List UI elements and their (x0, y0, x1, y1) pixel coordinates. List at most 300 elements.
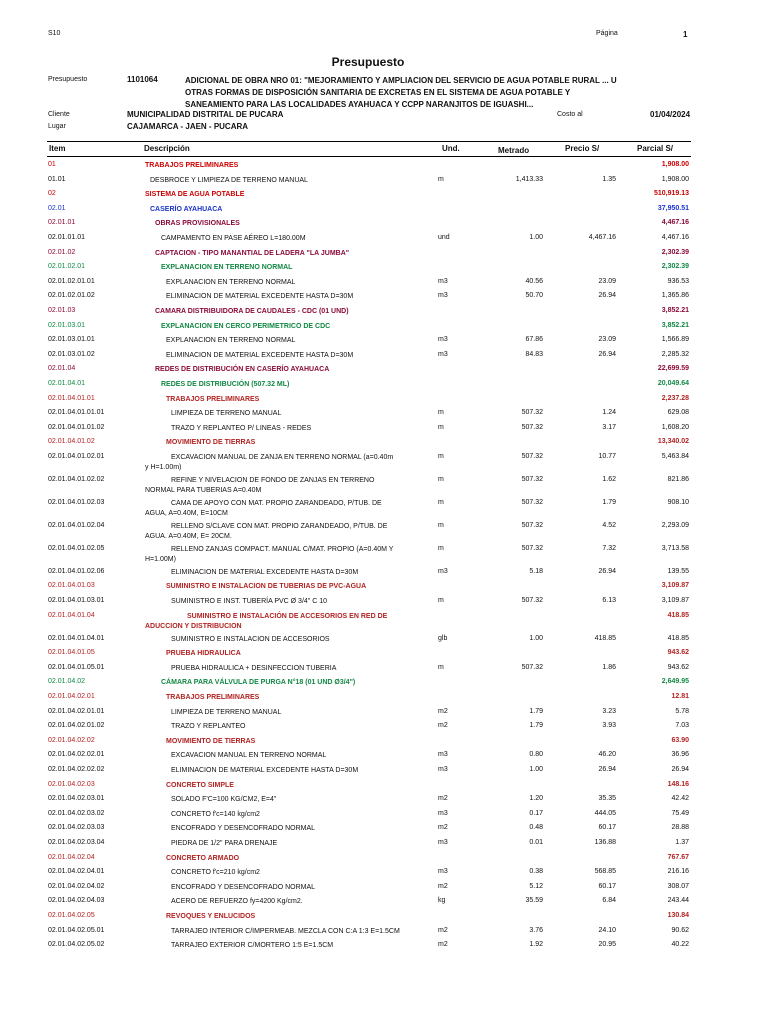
metrado-value: 1.00 (529, 233, 543, 241)
parcial-value: 75.49 (671, 809, 689, 817)
lugar-value: CAJAMARCA - JAEN - PUCARA (127, 122, 249, 131)
item-code: 02.01.04.01.01.02 (48, 423, 105, 431)
metrado-value: 5.12 (529, 882, 543, 890)
precio-value: 26.94 (598, 350, 616, 358)
item-code: 02.01.04.01.02.01 (48, 452, 105, 460)
unit: m2 (438, 882, 448, 890)
item-description: CÁMARA PARA VÁLVULA DE PURGA N°18 (01 UND Ø3/4") (161, 679, 356, 687)
parcial-value: 22,699.59 (657, 365, 689, 373)
parcial-value: 5.78 (675, 707, 689, 715)
parcial-value: 2,649.95 (661, 678, 689, 686)
column-und: Und. (442, 144, 460, 153)
metrado-value: 84.83 (525, 350, 543, 358)
costo-date: 01/04/2024 (650, 110, 691, 119)
table-row (0, 567, 768, 582)
precio-value: 444.05 (594, 809, 616, 817)
parcial-value: 418.85 (667, 634, 689, 642)
item-description: TARRAJEO EXTERIOR C/MORTERO 1:5 E=1.5CM (171, 942, 334, 950)
precio-value: 24.10 (598, 926, 616, 934)
item-description: SUMINISTRO E INSTALACIÓN DE ACCESORIOS EN RED DE ADUCCION Y DISTRIBUCION (145, 612, 388, 630)
metrado-value: 507.32 (521, 498, 543, 506)
item-code: 02.01.04.02.01.02 (48, 722, 105, 730)
item-description: EXCAVACION MANUAL EN TERRENO NORMAL (171, 752, 327, 760)
table-row (0, 596, 768, 611)
metrado-value: 507.32 (521, 663, 543, 671)
item-description: EXCAVACION MANUAL DE ZANJA EN TERRENO NORMAL (a=0.40m y H=1.00m) (145, 453, 394, 471)
item-code: 02.01.04.01.02.04 (48, 521, 105, 529)
item-code: 02.01.02.01.01 (48, 277, 95, 285)
unit: m3 (438, 350, 448, 358)
parcial-value: 3,713.58 (661, 544, 689, 552)
item-code: 02.01.04.02.02.02 (48, 766, 105, 773)
item-description: REDES DE DISTRIBUCIÓN (507.32 ML) (161, 380, 290, 388)
item-description: PIEDRA DE 1/2" PARA DRENAJE (171, 839, 278, 847)
parcial-value: 2,285.32 (661, 350, 689, 358)
item-code: 02.01.04.02.02 (48, 736, 95, 744)
precio-value: 1.35 (602, 175, 616, 183)
group-row (0, 780, 768, 795)
item-code: 02 (48, 190, 56, 198)
precio-value: 6.13 (602, 597, 616, 605)
unit: m (438, 475, 444, 483)
item-code: 02.01.04.01.05.01 (48, 663, 105, 671)
group-row (0, 437, 768, 452)
table-row (0, 926, 768, 941)
table-row (0, 175, 768, 190)
precio-value: 10.77 (598, 452, 616, 460)
metrado-value: 0.80 (529, 751, 543, 759)
item-description: TRAZO Y REPLANTEO P/ LINEAS - REDES (171, 424, 312, 432)
item-code: 02.01.04.02.02.01 (48, 751, 105, 759)
unit: m2 (438, 941, 448, 949)
precio-value: 6.84 (602, 897, 616, 905)
item-description: ACERO DE REFUERZO fy=4200 Kg/cm2. (171, 898, 303, 906)
parcial-value: 42.42 (671, 795, 689, 803)
unit: m (438, 544, 444, 552)
metrado-value: 507.32 (521, 544, 543, 552)
group-row (0, 379, 768, 394)
budget-table (0, 160, 768, 955)
item-description: ENCOFRADO Y DESENCOFRADO NORMAL (171, 883, 316, 891)
metrado-value: 0.01 (529, 838, 543, 846)
parcial-value: 3,852.21 (661, 306, 689, 314)
precio-value: 1.86 (602, 663, 616, 671)
metrado-value: 5.18 (529, 567, 543, 575)
metrado-value: 1,413.33 (515, 175, 543, 183)
item-code: 02.01.04.01.03.01 (48, 597, 105, 605)
table-row (0, 940, 768, 955)
unit: m3 (438, 277, 448, 285)
unit: m (438, 452, 444, 460)
group-row (0, 394, 768, 409)
parcial-value: 90.62 (671, 926, 689, 934)
table-row (0, 823, 768, 838)
parcial-value: 3,109.87 (661, 597, 689, 605)
precio-value: 26.94 (598, 292, 616, 300)
parcial-value: 148.16 (667, 780, 689, 788)
precio-value: 568.85 (594, 868, 616, 876)
item-description: SUMINISTRO E INSTALACION DE ACCESORIOS (171, 635, 330, 643)
metrado-value: 3.76 (529, 926, 543, 934)
table-row (0, 707, 768, 722)
item-description: DESBROCE Y LIMPIEZA DE TERRENO MANUAL (150, 176, 308, 184)
item-code: 02.01.04.01.02.05 (48, 544, 105, 552)
item-description: MOVIMIENTO DE TIERRAS (166, 439, 256, 447)
parcial-value: 1.37 (675, 838, 689, 846)
unit: glb (438, 634, 448, 642)
report-code: S10 (48, 30, 61, 37)
item-code: 01 (48, 161, 56, 168)
metrado-value: 507.32 (521, 423, 543, 431)
group-row (0, 160, 768, 175)
item-code: 02.01.04.01.04.01 (48, 634, 105, 642)
item-code: 02.01.04.02.04.02 (48, 882, 105, 890)
item-description: LIMPIEZA DE TERRENO MANUAL (171, 410, 282, 418)
parcial-value: 216.16 (667, 868, 689, 876)
parcial-value: 2,302.39 (661, 248, 689, 256)
page-title: Presupuesto (331, 55, 405, 69)
table-row (0, 277, 768, 292)
table-row (0, 335, 768, 350)
table-row (0, 896, 768, 911)
item-description: ELIMINACION DE MATERIAL EXCEDENTE HASTA D=30M (171, 568, 359, 576)
precio-value: 1.24 (602, 409, 616, 417)
precio-value: 3.17 (602, 423, 616, 431)
parcial-value: 12.81 (671, 693, 689, 701)
item-code: 02.01 (48, 204, 66, 212)
parcial-value: 3,109.87 (661, 582, 689, 590)
item-code: 02.01.01 (48, 219, 76, 227)
item-code: 02.01.04.02.04.03 (48, 897, 105, 905)
precio-value: 1.62 (602, 475, 616, 483)
table-row (0, 233, 768, 248)
item-description: TARRAJEO INTERIOR C/IMPERMEAB. MEZCLA CON C:A 1:3 E=1.5CM (171, 927, 400, 935)
parcial-value: 821.86 (667, 475, 689, 483)
metrado-value: 1.00 (529, 766, 543, 773)
item-description: CONCRETO SIMPLE (166, 781, 234, 789)
item-description: EXPLANACION EN TERRENO NORMAL (166, 278, 296, 286)
group-row (0, 218, 768, 233)
item-code: 02.01.04.02.04 (48, 853, 95, 861)
metrado-value: 67.86 (525, 336, 543, 344)
costo-label: Costo al (557, 111, 583, 118)
item-code: 02.01.01.01 (48, 233, 85, 241)
parcial-value: 629.08 (667, 409, 689, 417)
metrado-value: 507.32 (521, 521, 543, 529)
table-row (0, 408, 768, 423)
precio-value: 418.85 (594, 634, 616, 642)
table-row (0, 498, 768, 521)
item-code: 02.01.04.01.03 (48, 582, 95, 590)
parcial-value: 139.55 (667, 567, 689, 575)
item-code: 02.01.04.01.02.06 (48, 567, 105, 575)
item-code: 02.01.04.01.04 (48, 611, 95, 619)
unit: m (438, 498, 444, 506)
group-row (0, 911, 768, 926)
item-description: EXPLANACION EN TERRENO NORMAL (161, 264, 293, 272)
item-code: 02.01.02.01.02 (48, 292, 95, 300)
presupuesto-code: 1101064 (127, 75, 158, 84)
unit: m (438, 409, 444, 417)
group-row (0, 248, 768, 263)
parcial-value: 28.88 (671, 824, 689, 832)
item-code: 02.01.04.02.03.01 (48, 795, 105, 803)
unit: m (438, 663, 444, 671)
parcial-value: 1,908.00 (661, 175, 689, 183)
column-parcial: Parcial S/ (637, 144, 674, 153)
item-description: TRABAJOS PRELIMINARES (145, 162, 239, 169)
item-description: SOLADO F'C=100 KG/CM2, E=4" (171, 796, 277, 804)
item-code: 02.01.04.02.03.03 (48, 824, 105, 832)
item-description: SUMINISTRO E INST. TUBERÍA PVC Ø 3/4" C 10 (171, 598, 328, 606)
unit: m2 (438, 707, 448, 715)
item-code: 02.01.04.01.01 (48, 394, 95, 402)
group-row (0, 262, 768, 277)
item-description: RELLENO ZANJAS COMPACT. MANUAL C/MAT. PROPIO (A=0.40M Y H=1.00M) (145, 545, 394, 563)
group-row (0, 321, 768, 336)
precio-value: 60.17 (598, 882, 616, 890)
precio-value: 136.88 (594, 838, 616, 846)
parcial-value: 908.10 (667, 498, 689, 506)
page-number: 1 (683, 30, 688, 39)
item-code: 02.01.04.02.04.01 (48, 868, 105, 876)
parcial-value: 7.03 (675, 722, 689, 730)
item-description: ELIMINACION DE MATERIAL EXCEDENTE HASTA D=30M (166, 293, 354, 301)
parcial-value: 418.85 (667, 611, 689, 619)
cliente-value: MUNICIPALIDAD DISTRITAL DE PUCARA (127, 110, 284, 119)
unit: m3 (438, 766, 448, 773)
item-description: OBRAS PROVISIONALES (155, 220, 240, 228)
parcial-value: 1,608.20 (661, 423, 689, 431)
table-row (0, 663, 768, 678)
table-row (0, 291, 768, 306)
table-row (0, 350, 768, 365)
group-row (0, 611, 768, 634)
unit: m3 (438, 751, 448, 759)
parcial-value: 767.67 (667, 853, 689, 861)
column-descripcion: Descripción (144, 144, 190, 153)
group-row (0, 853, 768, 868)
item-description: SISTEMA DE AGUA POTABLE (145, 191, 245, 199)
precio-value: 7.32 (602, 544, 616, 552)
group-row (0, 306, 768, 321)
item-description: TRABAJOS PRELIMINARES (166, 395, 260, 403)
group-row (0, 648, 768, 663)
table-row (0, 521, 768, 544)
item-description: MOVIMIENTO DE TIERRAS (166, 737, 256, 745)
table-row (0, 794, 768, 809)
table-row (0, 750, 768, 765)
parcial-value: 2,302.39 (661, 263, 689, 271)
metrado-value: 0.38 (529, 868, 543, 876)
cliente-label: Cliente (48, 111, 70, 118)
precio-value: 1.79 (602, 498, 616, 506)
parcial-value: 5,463.84 (661, 452, 689, 460)
page-label: Página (596, 30, 618, 37)
parcial-value: 943.62 (667, 649, 689, 657)
column-item: Item (49, 144, 66, 153)
unit: m2 (438, 795, 448, 803)
metrado-value: 0.17 (529, 809, 543, 817)
unit: m3 (438, 567, 448, 575)
metrado-value: 507.32 (521, 409, 543, 417)
item-code: 02.01.04.02.03 (48, 780, 95, 788)
table-row (0, 765, 768, 780)
item-description: SUMINISTRO E INSTALACION DE TUBERIAS DE PVC-AGUA (166, 583, 367, 591)
table-row (0, 634, 768, 649)
item-description: ENCOFRADO Y DESENCOFRADO NORMAL (171, 825, 316, 833)
item-code: 02.01.04.02.03.02 (48, 809, 105, 817)
metrado-value: 507.32 (521, 597, 543, 605)
group-row (0, 736, 768, 751)
item-description: EXPLANACION EN CERCO PERIMETRICO DE CDC (161, 322, 331, 330)
table-row (0, 882, 768, 897)
metrado-value: 507.32 (521, 475, 543, 483)
item-code: 02.01.03.01 (48, 321, 85, 329)
table-row (0, 838, 768, 853)
item-description: ELIMINACION DE MATERIAL EXCEDENTE HASTA D=30M (171, 767, 359, 774)
parcial-value: 510,919.13 (653, 190, 689, 198)
precio-value: 4.52 (602, 521, 616, 529)
item-code: 02.01.04.02 (48, 678, 85, 686)
group-row (0, 581, 768, 596)
metrado-value: 35.59 (525, 897, 543, 905)
unit: m (438, 423, 444, 431)
unit: m (438, 175, 444, 183)
item-description: CONCRETO f'c=210 kg/cm2 (171, 869, 260, 877)
item-code: 02.01.03.01.02 (48, 350, 95, 358)
parcial-value: 40.22 (671, 941, 689, 949)
table-row (0, 721, 768, 736)
item-code: 02.01.04.02.05.02 (48, 941, 105, 949)
item-description: CAPTACION - TIPO MANANTIAL DE LADERA "LA JUMBA" (155, 249, 350, 257)
parcial-value: 4,467.16 (661, 219, 689, 227)
parcial-value: 13,340.02 (657, 438, 689, 446)
item-code: 02.01.03 (48, 306, 76, 314)
unit: kg (438, 897, 446, 905)
parcial-value: 1,908.00 (661, 161, 689, 168)
parcial-value: 2,293.09 (661, 521, 689, 529)
item-description: TRAZO Y REPLANTEO (171, 723, 246, 731)
metrado-value: 40.56 (525, 277, 543, 285)
metrado-value: 1.79 (529, 707, 543, 715)
table-row (0, 867, 768, 882)
parcial-value: 4,467.16 (661, 233, 689, 241)
item-code: 02.01.04.02.01 (48, 693, 95, 701)
parcial-value: 1,566.89 (661, 336, 689, 344)
table-row (0, 475, 768, 498)
parcial-value: 2,237.28 (661, 394, 689, 402)
item-description: PRUEBA HIDRAULICA (166, 650, 241, 658)
lugar-label: Lugar (48, 123, 66, 130)
parcial-value: 243.44 (667, 897, 689, 905)
item-code: 02.01.04.01.02 (48, 438, 95, 446)
item-description: REFINE Y NIVELACION DE FONDO DE ZANJAS EN TERRENO NORMAL PARA TUBERIAS A=0.40M (145, 476, 375, 494)
item-code: 02.01.04.01.01.01 (48, 409, 105, 417)
item-description: CONCRETO f'c=140 kg/cm2 (171, 810, 260, 818)
metrado-value: 0.48 (529, 824, 543, 832)
item-description: CAMA DE APOYO CON MAT. PROPIO ZARANDEADO, P/TUB. DE AGUA, A=0.40M, E=10CM (145, 499, 382, 517)
table-row (0, 544, 768, 567)
parcial-value: 130.84 (667, 911, 689, 919)
unit: m (438, 597, 444, 605)
item-code: 02.01.04 (48, 365, 76, 373)
precio-value: 3.93 (602, 722, 616, 730)
unit: m3 (438, 838, 448, 846)
item-code: 02.01.04.01 (48, 379, 85, 387)
item-code: 02.01.02.01 (48, 263, 85, 271)
unit: m2 (438, 926, 448, 934)
metrado-value: 50.70 (525, 292, 543, 300)
item-code: 01.01 (48, 175, 66, 183)
project-description: ADICIONAL DE OBRA NRO 01: "MEJORAMIENTO Y AMPLIACION DEL SERVICIO DE AGUA POTABLE RURAL ... U OTRAS FORMAS DE DISPOSICIÓN SANITARIA DE EXCRETAS EN EL SISTEMA DE AGUA POTABLE Y SANEAMIENTO PARA LAS LOCALIDADES AYAHUACA Y CCPP NARANJITOS DE IGUASHI... (185, 76, 617, 109)
precio-value: 26.94 (598, 766, 616, 773)
parcial-value: 308.07 (667, 882, 689, 890)
item-code: 02.01.02 (48, 248, 76, 256)
parcial-value: 63.90 (671, 736, 689, 744)
precio-value: 35.35 (598, 795, 616, 803)
metrado-value: 507.32 (521, 452, 543, 460)
item-description: REDES DE DISTRIBUCIÓN EN CASERÍO AYAHUACA (155, 366, 330, 374)
item-description: CAMPAMENTO EN PASE AÉREO L=180.00M (161, 234, 306, 242)
group-row (0, 189, 768, 204)
item-description: CAMARA DISTRIBUIDORA DE CAUDALES - CDC (01 UND) (155, 307, 349, 315)
precio-value: 23.09 (598, 336, 616, 344)
metrado-value: 1.79 (529, 722, 543, 730)
item-description: CASERÍO AYAHUACA (150, 205, 223, 213)
table-header (47, 141, 691, 157)
precio-value: 4,467.16 (588, 233, 616, 241)
parcial-value: 943.62 (667, 663, 689, 671)
item-code: 02.01.03.01.01 (48, 336, 95, 344)
item-description: REVOQUES Y ENLUCIDOS (166, 912, 256, 920)
item-description: RELLENO S/CLAVE CON MAT. PROPIO ZARANDEADO, P/TUB. DE AGUA. A=0.40M, E= 20CM. (145, 522, 388, 540)
metrado-value: 1.20 (529, 795, 543, 803)
unit: m2 (438, 722, 448, 730)
parcial-value: 20,049.64 (657, 379, 689, 387)
precio-value: 3.23 (602, 707, 616, 715)
parcial-value: 26.94 (671, 766, 689, 773)
group-row (0, 692, 768, 707)
group-row (0, 677, 768, 692)
table-row (0, 423, 768, 438)
unit: m3 (438, 868, 448, 876)
item-code: 02.01.04.01.02.03 (48, 498, 105, 506)
unit: m3 (438, 809, 448, 817)
column-metrado: Metrado (498, 146, 530, 155)
unit: m3 (438, 336, 448, 344)
item-code: 02.01.04.02.05 (48, 911, 95, 919)
parcial-value: 3,852.21 (661, 321, 689, 329)
parcial-value: 1,365.86 (661, 292, 689, 300)
item-code: 02.01.04.01.05 (48, 649, 95, 657)
unit: und (438, 233, 450, 241)
item-description: CONCRETO ARMADO (166, 854, 240, 862)
unit: m3 (438, 292, 448, 300)
unit: m (438, 521, 444, 529)
item-code: 02.01.04.02.05.01 (48, 926, 105, 934)
metrado-value: 1.00 (529, 634, 543, 642)
table-row (0, 809, 768, 824)
presupuesto-label: Presupuesto (48, 76, 88, 83)
precio-value: 23.09 (598, 277, 616, 285)
precio-value: 26.94 (598, 567, 616, 575)
item-code: 02.01.04.02.03.04 (48, 838, 105, 846)
table-row (0, 452, 768, 475)
parcial-value: 37,950.51 (657, 204, 689, 212)
precio-value: 60.17 (598, 824, 616, 832)
metrado-value: 1.92 (529, 941, 543, 949)
